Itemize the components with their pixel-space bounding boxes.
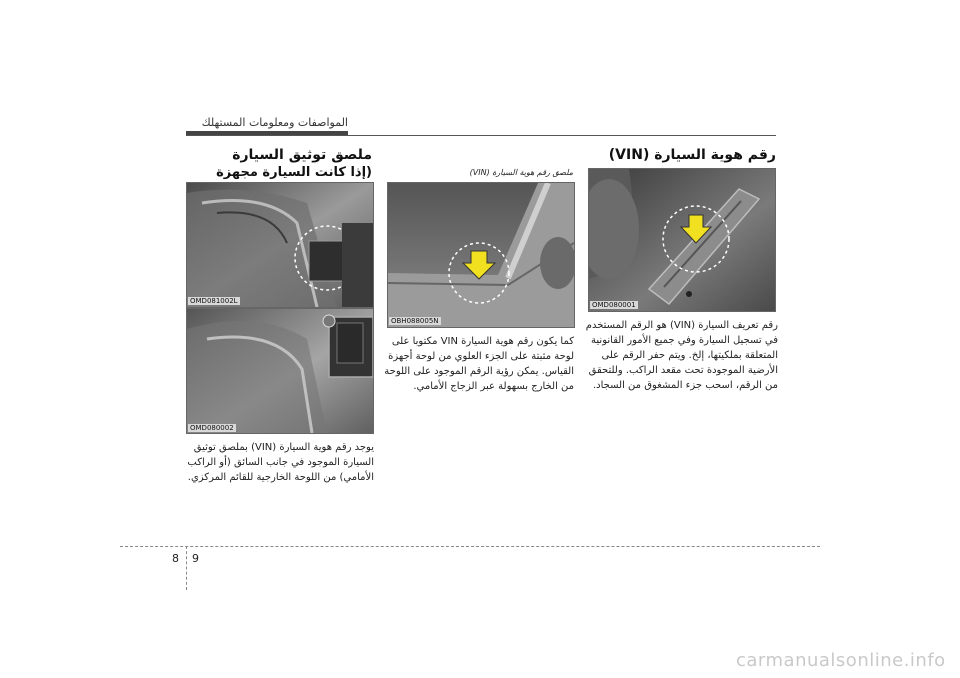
door-pillar-image-top bbox=[186, 182, 374, 308]
vin-label-body: كما يكون رقم هوية السيارة VIN مكتوبا على لوحة مثبتة على الجزء العلوي من لوحة أجهزة القياس. يمكن رؤية الرقم الموجود على اللوحة من الخارج بسهولة عبر الزجاج الأمامي. bbox=[384, 336, 574, 392]
vehicle-label-body: يوجد رقم هوية السيارة (VIN) بملصق توثيق السيارة الموجود في جانب السائق (أو الراكب الأمامي) من اللوحة الخارجية للقائم المركزي. bbox=[187, 442, 374, 483]
section-title: المواصفات ومعلومات المستهلك bbox=[201, 116, 348, 129]
image-code-top: OMD081002L bbox=[190, 297, 238, 305]
vehicle-label-heading: ملصق توثيق السيارة bbox=[232, 147, 372, 163]
watermark: carmanualsonline.info bbox=[736, 650, 946, 671]
header-rule-thin bbox=[186, 135, 776, 136]
vin-body: رقم تعريف السيارة (VIN) هو الرقم المستخدم في تسجيل السيارة وفي جميع الأمور القانونية المتعلقة بملكيتها، إلخ. ويتم حفر الرقم على الأرضية الموجودة تحت مقعد الراكب. وللتحقق من الرقم، اسحب جزء المشغوق من السجاد. bbox=[585, 320, 778, 391]
vehicle-label-subheading: (إذا كانت السيارة مجهزة bbox=[216, 165, 372, 180]
image-code-bottom: OMD080002 bbox=[190, 424, 234, 432]
page-number-left: 8 bbox=[172, 552, 179, 565]
door-pillar-image-bottom bbox=[186, 308, 374, 434]
footer-vertical-divider bbox=[186, 546, 187, 590]
page-number-right: 9 bbox=[192, 552, 199, 565]
vin-label-caption: ملصق رقم هوية السيارة (VIN) bbox=[469, 168, 573, 177]
footer-divider bbox=[120, 546, 820, 547]
floor-image-code: OMD080001 bbox=[592, 301, 636, 309]
windshield-image-code: OBH088005N bbox=[391, 317, 439, 325]
windshield-image bbox=[387, 182, 575, 328]
vin-heading: رقم هوية السيارة (VIN) bbox=[608, 147, 776, 163]
floor-vin-image bbox=[588, 168, 776, 312]
